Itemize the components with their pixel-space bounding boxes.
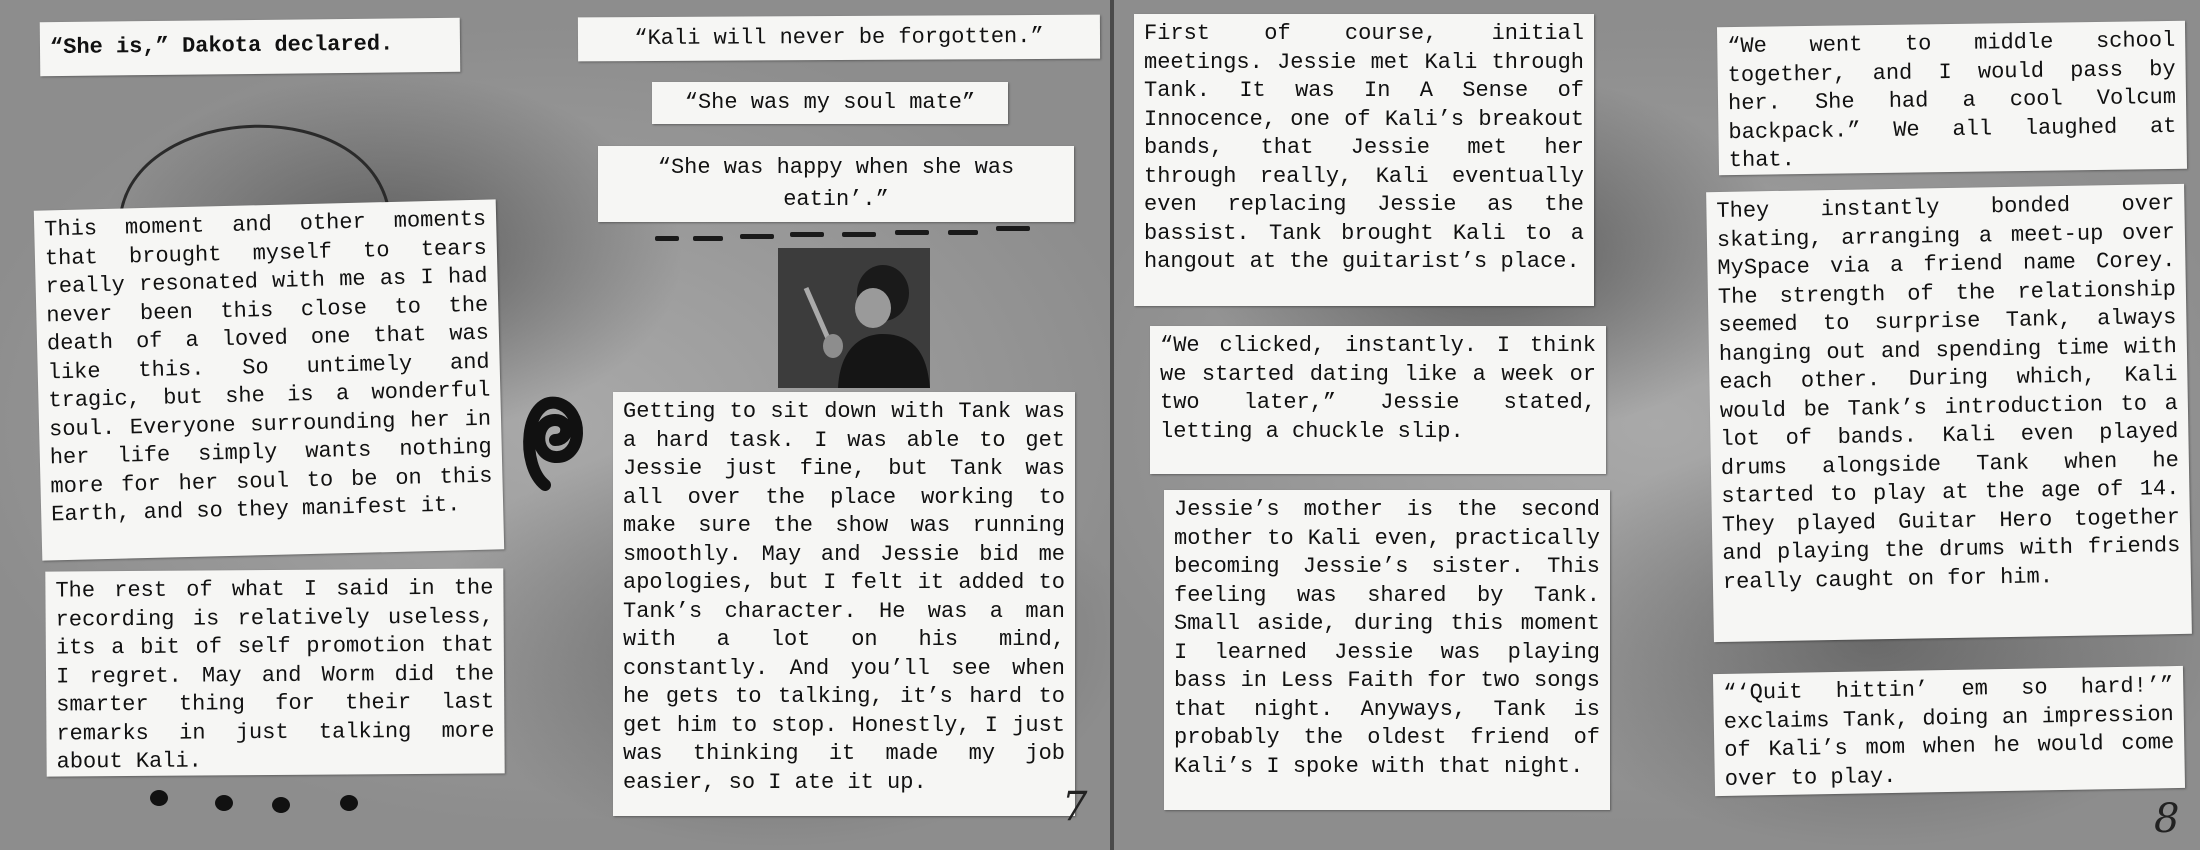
clicked-paragraph: “We clicked, instantly. I think we started dating like a week or two later,” Jessie stated, letting a chuckle slip. — [1150, 326, 1606, 474]
ink-dot — [272, 797, 290, 813]
moment-paragraph: This moment and other moments that brought myself to tears really resonated with me as I had never been this close to the death of a loved one that was like this. So untimely and tragic, but she is a wonderful soul. Everyone surrounding her in her life simply wants nothing more for her soul to be on this Earth, and so they manifest it. — [34, 199, 504, 560]
ink-dash — [996, 226, 1030, 231]
quit-paragraph: “‘Quit hittin’ em so hard!’” exclaims Tank, doing an impression of Kali’s mom when he would come over to play. — [1713, 666, 2185, 796]
quote-soulmate: “She was my soul mate” — [652, 82, 1008, 124]
ink-dash — [740, 234, 774, 239]
mother-paragraph: Jessie’s mother is the second mother to Kali even, practically becoming Jessie’s sister. This feeling was shared by Tank. Small aside, during this moment I learned Jessie was playing bass in Less Faith for two songs that night. Anyways, Tank is probably the oldest friend of Kali’s I spoke with that night. — [1164, 490, 1610, 810]
tank-paragraph: Getting to sit down with Tank was a hard task. I was able to get Jessie just fine, but Tank was all over the place working to make sure the show was running smoothly. May and Jessie bid me apologies, but I felt it added to Tank’s character. He was a man with a lot on his mind, constantly. And you’ll see when he gets to talking, it’s hard to get him to stop. Honestly, I just was thinking it made my job easier, so I ate it up. — [613, 392, 1075, 816]
ink-dash — [693, 236, 723, 241]
recording-paragraph: The rest of what I said in the recording is relatively useless, its a bit of self promotion that I regret. May and Worm did the smarter thing for their last remarks in just talking more about Kali. — [45, 568, 504, 776]
middle-school-paragraph: “We went to middle school together, and I would pass by her. She had a cool Volcum backpack.” We all laughed at that. — [1717, 21, 2187, 176]
quote-forgotten: “Kali will never be forgotten.” — [578, 15, 1100, 62]
ink-dot — [150, 790, 168, 806]
quote-happy: “She was happy when she was eatin’.” — [598, 146, 1074, 222]
ink-dash — [948, 230, 978, 235]
page-number-right: 8 — [2154, 796, 2180, 842]
meetings-paragraph: First of course, initial meetings. Jessie met Kali through Tank. It was In A Sense of Innocence, one of Kali’s breakout bands, that Jessie met her through really, Kali eventually even replacing Jessie as the bassist. Tank brought Kali to a hangout at the guitarist’s place. — [1134, 14, 1594, 306]
ink-dot — [215, 795, 233, 811]
photo-person — [778, 248, 930, 388]
page-number-left: 7 — [1062, 784, 1088, 830]
ink-dash — [790, 232, 824, 237]
ink-dash — [895, 230, 929, 235]
quote-dakota: “She is,” Dakota declared. — [40, 18, 461, 76]
ink-dot — [340, 795, 358, 811]
ink-dash — [655, 236, 679, 241]
bonded-paragraph: They instantly bonded over skating, arranging a meet-up over MySpace via a friend name Corey. The strength of the relationship seemed to surprise Tank, always hanging out and spending time with each other. During which, Kali would be Tank’s introduction to a lot of bands. Kali even played drums alongside Tank when he started to play at the age of 14. They played Guitar Hero together and playing the drums with friends really caught on for him. — [1706, 184, 2192, 642]
right-page — [1114, 0, 2200, 850]
ink-dash — [842, 232, 876, 237]
spiral-doodle — [515, 385, 595, 495]
